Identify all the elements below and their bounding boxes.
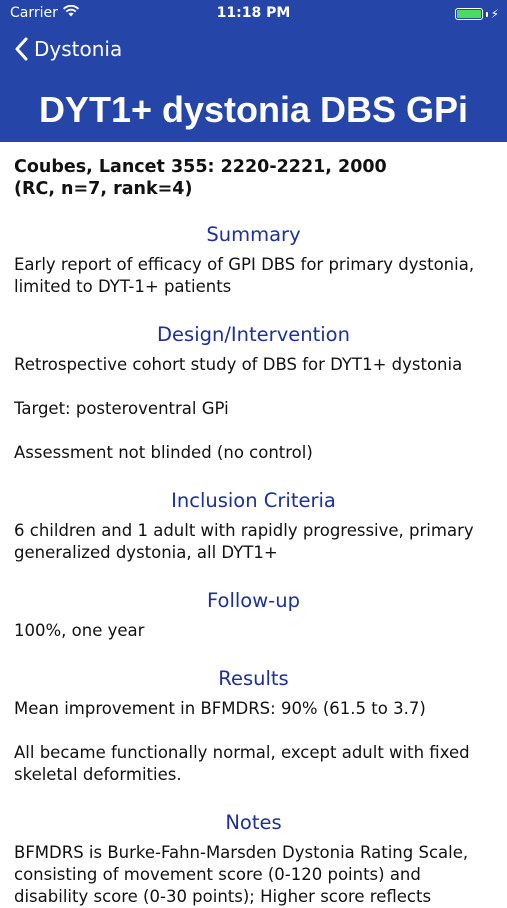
charging-icon: ⚡ bbox=[490, 7, 499, 21]
battery-icon bbox=[455, 8, 483, 20]
nav-bar bbox=[0, 28, 507, 74]
inclusion-text: 6 children and 1 adult with rapidly progressive, primary generalized dystonia, all DYT1+ bbox=[14, 521, 474, 562]
followup-section bbox=[14, 590, 493, 642]
followup-heading: Follow-up bbox=[207, 589, 300, 612]
page-title: DYT1+ dystonia DBS GPi bbox=[38, 89, 469, 130]
results-text-2: All became functionally normal, except adult with fixed skeletal deformities. bbox=[14, 743, 470, 784]
status-bar bbox=[0, 0, 507, 28]
inclusion-section bbox=[14, 490, 493, 564]
summary-text: Early report of efficacy of GPI DBS for primary dystonia, limited to DYT-1+ patients bbox=[14, 255, 475, 296]
results-section bbox=[14, 668, 493, 786]
chevron-left-icon bbox=[14, 37, 28, 61]
citation bbox=[14, 156, 493, 200]
header bbox=[0, 0, 507, 142]
design-text-2: Target: posteroventral GPi bbox=[14, 399, 229, 418]
followup-text: 100%, one year bbox=[14, 621, 145, 640]
design-heading: Design/Intervention bbox=[157, 323, 350, 346]
summary-section bbox=[14, 224, 493, 298]
clock: 11:18 PM bbox=[216, 5, 291, 21]
notes-heading: Notes bbox=[225, 811, 282, 834]
design-text-1: Retrospective cohort study of DBS for DYT1+ dystonia bbox=[14, 355, 463, 374]
design-text-3: Assessment not blinded (no control) bbox=[14, 443, 313, 462]
results-text-1: Mean improvement in BFMDRS: 90% (61.5 to 3.7) bbox=[14, 699, 426, 718]
inclusion-heading: Inclusion Criteria bbox=[171, 489, 336, 512]
citation-line-2: (RC, n=7, rank=4) bbox=[14, 179, 193, 199]
citation-line-1: Coubes, Lancet 355: 2220-2221, 2000 bbox=[14, 157, 387, 177]
back-label: Dystonia bbox=[34, 37, 123, 61]
battery-indicator bbox=[455, 7, 499, 21]
article-content bbox=[0, 142, 507, 908]
summary-heading: Summary bbox=[206, 223, 301, 246]
results-heading: Results bbox=[218, 667, 289, 690]
notes-text: BFMDRS is Burke-Fahn-Marsden Dystonia Rating Scale, consisting of movement score (0-120 points) and disability score (0-30 points); Higher score reflects bbox=[14, 843, 469, 906]
notes-section bbox=[14, 812, 493, 908]
back-button[interactable] bbox=[14, 37, 122, 61]
carrier-label: Carrier bbox=[10, 5, 58, 21]
design-section bbox=[14, 324, 493, 464]
